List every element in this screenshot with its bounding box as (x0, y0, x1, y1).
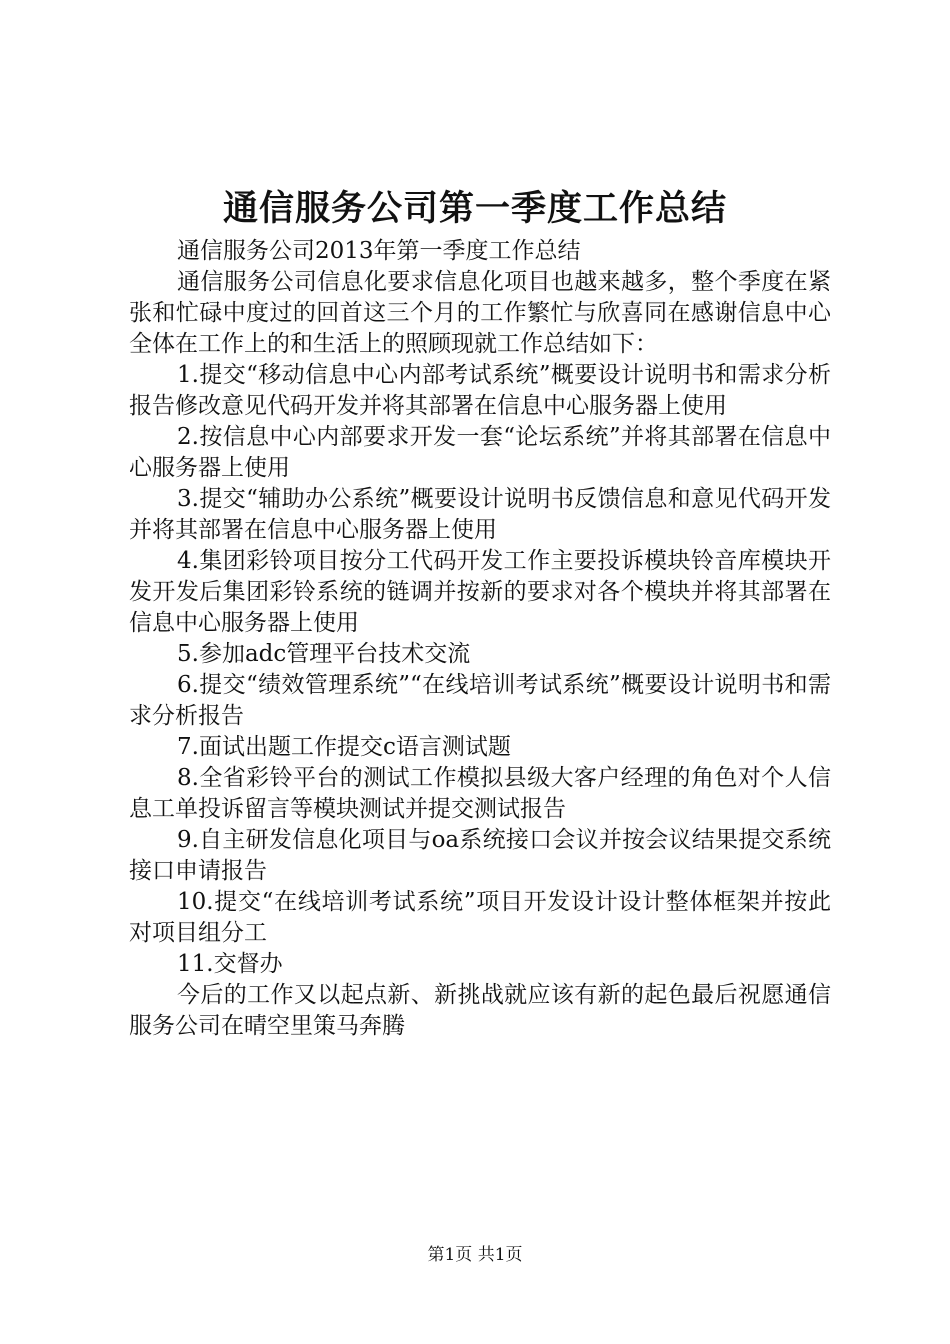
document-title: 通信服务公司第一季度工作总结 (222, 189, 727, 229)
paragraph-item-5: 5.参加adc管理平台技术交流 (177, 641, 471, 667)
paragraph-item-4: 4.集团彩铃项目按分工代码开发工作主要投诉模块铃音库模块开发开发后集团彩铃系统的链调并按新的要求对各个模块并将其部署在信息中心服务器上使用 (129, 548, 831, 636)
paragraph-item-6: 6.提交“绩效管理系统”“在线培训考试系统”概要设计说明书和需求分析报告 (129, 672, 831, 729)
paragraph-item-8: 8.全省彩铃平台的测试工作模拟县级大客户经理的角色对个人信息工单投诉留言等模块测试并提交测试报告 (129, 765, 831, 822)
paragraph-item-11: 11.交督办 (177, 951, 283, 977)
page-footer: 第1页 共1页 (427, 1245, 523, 1265)
paragraph-subtitle: 通信服务公司2013年第一季度工作总结 (177, 238, 581, 264)
paragraph-closing: 今后的工作又以起点新、新挑战就应该有新的起色最后祝愿通信服务公司在晴空里策马奔腾 (129, 982, 831, 1039)
paragraph-item-2: 2.按信息中心内部要求开发一套“论坛系统”并将其部署在信息中心服务器上使用 (129, 424, 831, 481)
paragraph-item-7: 7.面试出题工作提交c语言测试题 (177, 734, 511, 760)
paragraph-item-10: 10.提交“在线培训考试系统”项目开发设计设计整体框架并按此对项目组分工 (129, 889, 831, 946)
paragraph-intro: 通信服务公司信息化要求信息化项目也越来越多，整个季度在紧张和忙碌中度过的回首这三个月的工作繁忙与欣喜同在感谢信息中心全体在工作上的和生活上的照顾现就工作总结如下： (129, 269, 831, 357)
paragraph-item-9: 9.自主研发信息化项目与oa系统接口会议并按会议结果提交系统接口申请报告 (129, 827, 831, 884)
paragraph-item-1: 1.提交“移动信息中心内部考试系统”概要设计说明书和需求分析报告修改意见代码开发并将其部署在信息中心服务器上使用 (129, 362, 831, 419)
paragraph-item-3: 3.提交“辅助办公系统”概要设计说明书反馈信息和意见代码开发并将其部署在信息中心服务器上使用 (129, 486, 831, 543)
document-body (129, 236, 831, 1042)
